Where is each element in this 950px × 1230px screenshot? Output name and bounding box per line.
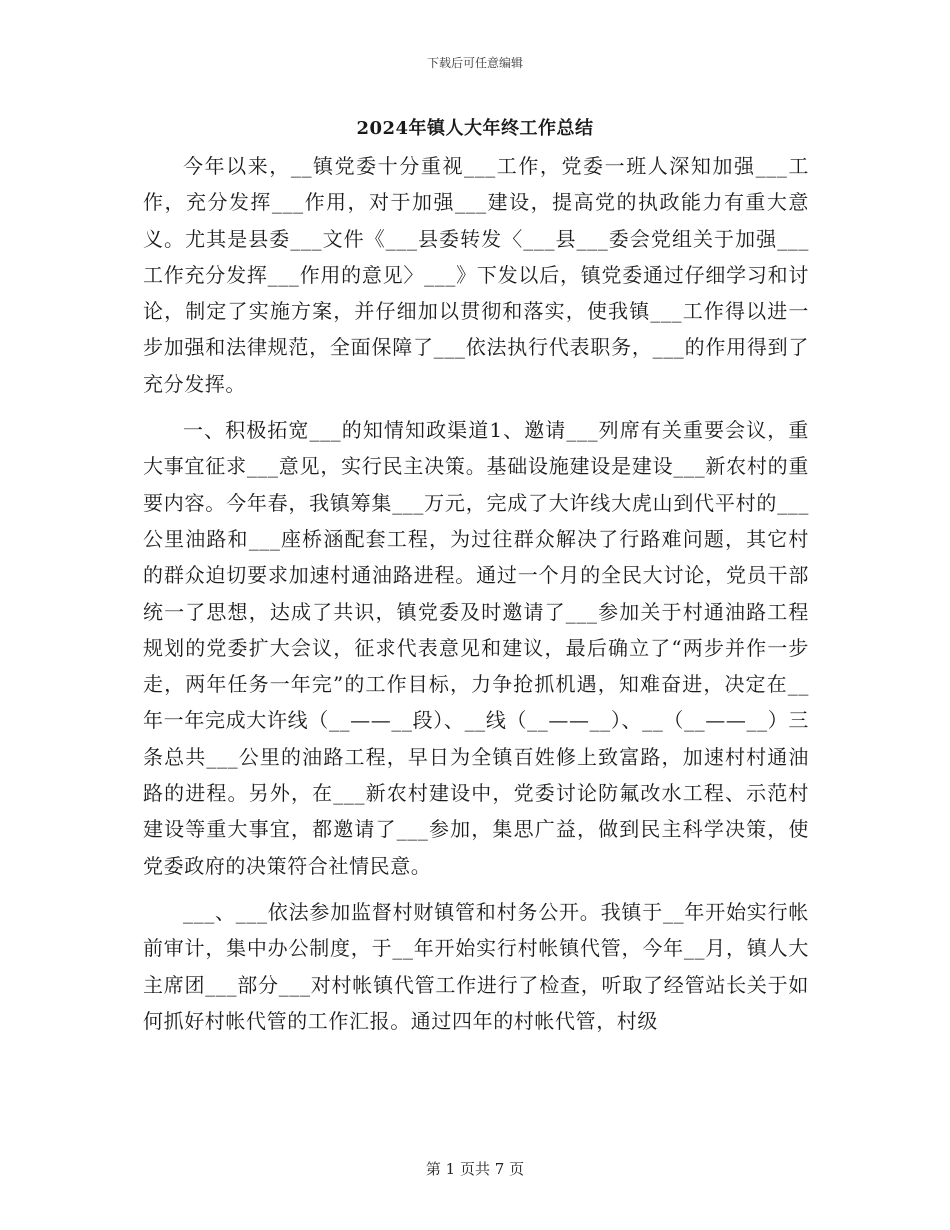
- paragraph-section-2: ___、___依法参加监督村财镇管和村务公开。我镇于__年开始实行帐前审计，集中办公制度，于__年开始实行村帐镇代管，今年__月，镇人大主席团___部分___对村帐镇代管工作进行了检查，听取了经管站长关于如何抓好村帐代管的工作汇报。通过四年的村帐代管，村级: [143, 899, 809, 1033]
- document-body: [143, 148, 809, 1039]
- page-footer: 第 1 页共 7 页: [425, 1160, 525, 1178]
- document-title: 2024年镇人大年终工作总结: [356, 118, 594, 139]
- paragraph-section-1: 一、积极拓宽___的知情知政渠道1、邀请___列席有关重要会议，重大事宜征求___意见，实行民主决策。基础设施建设是建设___新农村的重要内容。今年春，我镇筹集___万元，完成了大许线大虎山到代平村的___公里油路和___座桥涵配套工程，为过往群众解决了行路难问题，其它村的群众迫切要求加速村通油路进程。通过一个月的全民大讨论，党员干部统一了思想，达成了共识，镇党委及时邀请了___参加关于村通油路工程规划的党委扩大会议，征求代表意见和建议，最后确立了“两步并作一步走，两年任务一年完”的工作目标，力争抢抓机遇，知难奋进，决定在__年一年完成大许线（__——__段）、__线（__——__）、__（__——__）三条总共___公里的油路工程，早日为全镇百姓修上致富路，加速村村通油路的进程。另外，在___新农村建设中，党委讨论防氟改水工程、示范村建设等重大事宜，都邀请了___参加，集思广益，做到民主科学决策，使党委政府的决策符合社情民意。: [143, 418, 809, 878]
- paragraph-intro: 今年以来，__镇党委十分重视___工作，党委一班人深知加强___工作，充分发挥___作用，对于加强___建设，提高党的执政能力有重大意义。尤其是县委___文件《___县委转发〈___县___委会党组关于加强___工作充分发挥___作用的意见〉___》下发以后，镇党委通过仔细学习和讨论，制定了实施方案，并仔细加以贯彻和落实，使我镇___工作得以进一步加强和法律规范，全面保障了___依法执行代表职务，___的作用得到了充分发挥。: [143, 154, 809, 396]
- header-note: 下载后可任意编辑: [426, 56, 523, 70]
